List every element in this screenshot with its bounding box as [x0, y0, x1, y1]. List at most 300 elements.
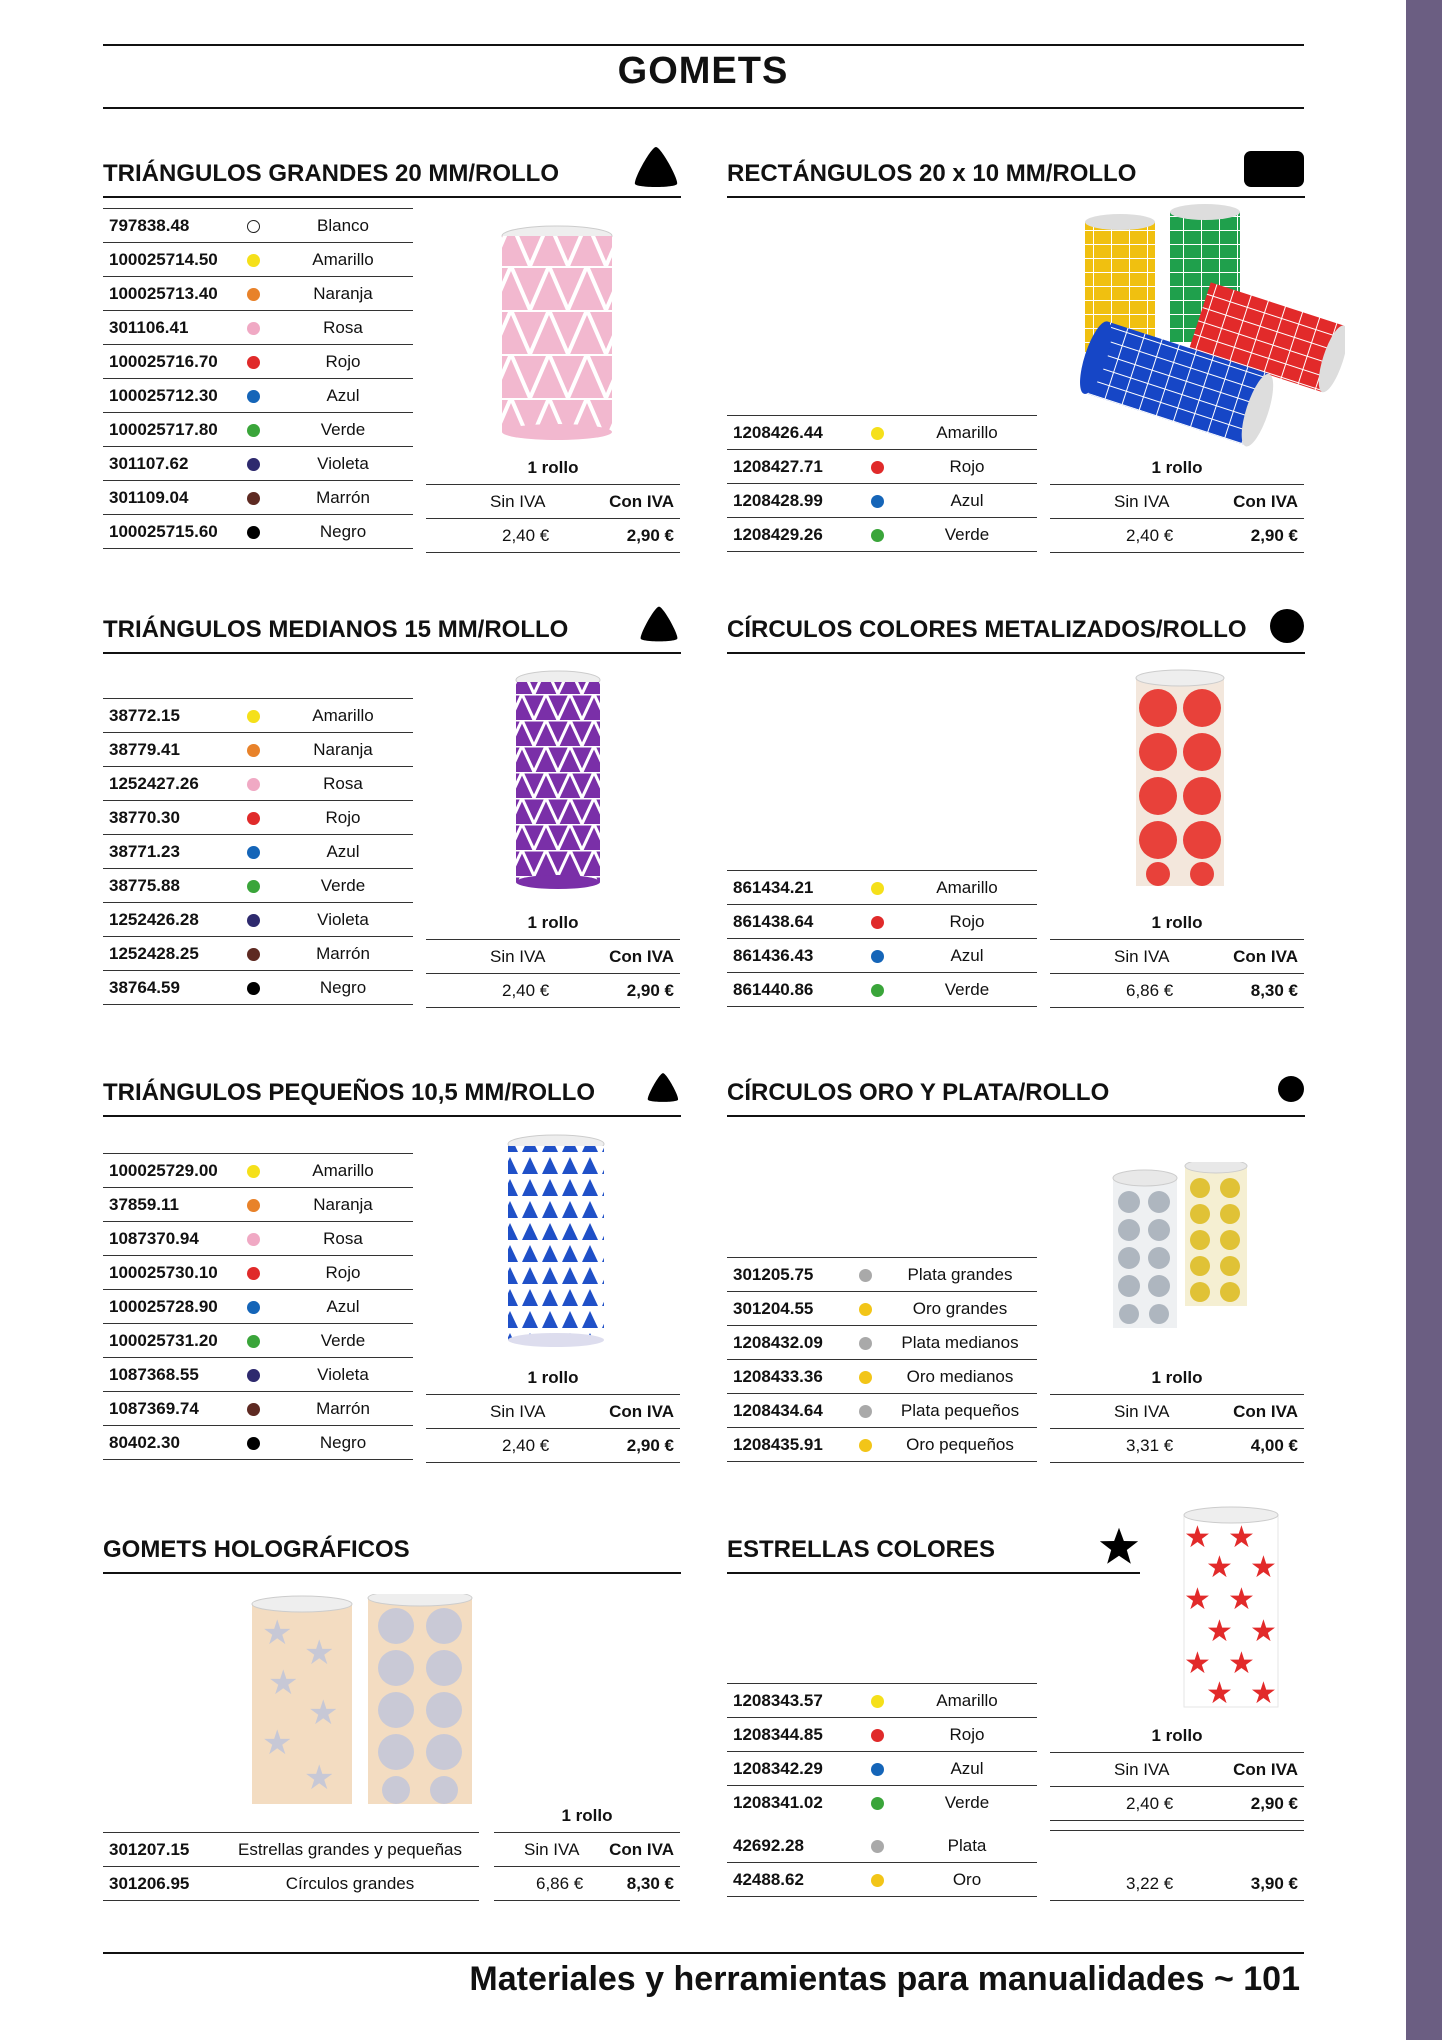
- product-code: 80402.30: [103, 1426, 233, 1460]
- price-sin-iva: 2,40 €: [502, 1436, 550, 1455]
- color-dot-icon: [247, 254, 260, 267]
- sin-iva-label: Sin IVA: [1114, 492, 1170, 511]
- color-swatch: [847, 1428, 883, 1462]
- color-swatch: [233, 1290, 273, 1324]
- color-dot-icon: [247, 1199, 260, 1212]
- table-row: [727, 973, 1037, 1007]
- color-swatch: [847, 1394, 883, 1428]
- color-swatch: [233, 481, 273, 515]
- title-rule: [103, 107, 1304, 109]
- color-name: Verde: [273, 413, 413, 447]
- product-code: 1208432.09: [727, 1326, 847, 1360]
- color-name: Verde: [273, 1324, 413, 1358]
- color-dot-icon: [247, 812, 260, 825]
- table-row: [727, 1863, 1037, 1897]
- table-row: [727, 1360, 1037, 1394]
- product-code: 301204.55: [727, 1292, 847, 1326]
- price-con-iva: 8,30 €: [1250, 981, 1298, 1000]
- price-block: [1050, 450, 1304, 554]
- color-name: Violeta: [273, 1358, 413, 1392]
- product-code: 1208426.44: [727, 416, 857, 450]
- table-row: [727, 905, 1037, 939]
- price-sin-iva: 2,40 €: [1126, 526, 1174, 545]
- table-row: [103, 1324, 413, 1358]
- product-table: [103, 1832, 479, 1901]
- circle-icon: [1277, 1075, 1305, 1103]
- product-code: 42488.62: [727, 1863, 857, 1897]
- section-title: TRIÁNGULOS PEQUEÑOS 10,5 MM/ROLLO: [103, 1079, 596, 1106]
- color-dot-icon: [247, 492, 260, 505]
- table-row: [103, 447, 413, 481]
- price-sin-iva: 2,40 €: [502, 526, 550, 545]
- color-dot-icon: [871, 950, 884, 963]
- color-swatch: [857, 518, 897, 552]
- unit-label: 1 rollo: [561, 1806, 613, 1825]
- price-con-iva: 4,00 €: [1250, 1436, 1298, 1455]
- table-row: [727, 1786, 1037, 1825]
- product-code: 100025713.40: [103, 277, 233, 311]
- color-dot-icon: [871, 1729, 884, 1742]
- color-swatch: [233, 1256, 273, 1290]
- sin-iva-label: Sin IVA: [1114, 1760, 1170, 1779]
- color-name: Rojo: [897, 1718, 1037, 1752]
- con-iva-label: Con IVA: [1233, 492, 1298, 511]
- product-code: 38770.30: [103, 801, 233, 835]
- color-name: Azul: [273, 1290, 413, 1324]
- section-header: [103, 1059, 681, 1117]
- top-rule: [103, 44, 1304, 46]
- product-code: 301206.95: [103, 1867, 221, 1901]
- product-code: 38775.88: [103, 869, 233, 903]
- svg-text:★: ★: [1184, 1582, 1211, 1617]
- price-block: [1050, 905, 1304, 1009]
- color-dot-icon: [247, 778, 260, 791]
- product-photo-violeta: [510, 668, 606, 898]
- color-name: Negro: [273, 971, 413, 1005]
- color-name: Azul: [273, 835, 413, 869]
- unit-label: 1 rollo: [1151, 458, 1203, 477]
- table-row: [103, 209, 413, 243]
- con-iva-label: Con IVA: [609, 492, 674, 511]
- footer-rule: [103, 1952, 1304, 1954]
- triangle-icon: [645, 1071, 681, 1104]
- color-dot-icon: [871, 529, 884, 542]
- product-code: 1208341.02: [727, 1786, 857, 1825]
- color-name: Azul: [897, 484, 1037, 518]
- con-iva-label: Con IVA: [1233, 947, 1298, 966]
- color-swatch: [233, 699, 273, 733]
- sin-iva-label: Sin IVA: [1114, 1402, 1170, 1421]
- color-swatch: [233, 243, 273, 277]
- product-code: 100025717.80: [103, 413, 233, 447]
- product-table: [727, 1257, 1037, 1462]
- table-row: [103, 767, 413, 801]
- color-name: Blanco: [273, 209, 413, 243]
- color-name: Rosa: [273, 311, 413, 345]
- product-code: 1208427.71: [727, 450, 857, 484]
- rectangle-icon: [1243, 150, 1305, 188]
- color-name: Negro: [273, 1426, 413, 1460]
- table-row: [727, 450, 1037, 484]
- table-row: [103, 481, 413, 515]
- table-row: [103, 1358, 413, 1392]
- color-swatch: [233, 937, 273, 971]
- color-swatch: [847, 1258, 883, 1292]
- color-swatch: [847, 1360, 883, 1394]
- color-swatch: [857, 1752, 897, 1786]
- color-dot-icon: [247, 220, 260, 233]
- svg-text:★: ★: [1184, 1646, 1211, 1681]
- color-name: Verde: [897, 518, 1037, 552]
- footer-title: Materiales y herramientas para manualidades ~ 101: [469, 1960, 1300, 1998]
- table-row: [727, 1752, 1037, 1786]
- product-code: 301205.75: [727, 1258, 847, 1292]
- color-dot-icon: [871, 1840, 884, 1853]
- table-row: [727, 484, 1037, 518]
- product-code: 100025730.10: [103, 1256, 233, 1290]
- color-name: Oro: [897, 1863, 1037, 1897]
- color-dot-icon: [871, 882, 884, 895]
- price-block: [426, 1360, 680, 1464]
- product-code: 1208435.91: [727, 1428, 847, 1462]
- color-dot-icon: [871, 427, 884, 440]
- color-swatch: [857, 1718, 897, 1752]
- color-swatch: [857, 871, 897, 905]
- color-swatch: [233, 209, 273, 243]
- price-sin-iva: 2,40 €: [502, 981, 550, 1000]
- color-dot-icon: [871, 916, 884, 929]
- color-name: Rojo: [273, 345, 413, 379]
- color-swatch: [857, 939, 897, 973]
- table-row: [727, 1824, 1037, 1863]
- color-name: Rojo: [897, 905, 1037, 939]
- product-photo-rectangulos: [1075, 202, 1345, 457]
- color-dot-icon: [871, 1874, 884, 1887]
- product-code: 861434.21: [727, 871, 857, 905]
- product-code: 1252428.25: [103, 937, 233, 971]
- color-dot-icon: [247, 322, 260, 335]
- color-swatch: [233, 801, 273, 835]
- circle-icon: [1269, 608, 1305, 644]
- color-swatch: [233, 1392, 273, 1426]
- product-code: 1208428.99: [727, 484, 857, 518]
- color-swatch: [233, 733, 273, 767]
- section-triangulos-grandes: [103, 140, 681, 200]
- section-triangulos-medianos: [103, 596, 681, 656]
- price-sin-iva: 6,86 €: [536, 1874, 584, 1893]
- color-name: Amarillo: [897, 871, 1037, 905]
- product-code: 861440.86: [727, 973, 857, 1007]
- con-iva-label: Con IVA: [1233, 1402, 1298, 1421]
- product-photo-holograficos: [248, 1594, 478, 1819]
- color-dot-icon: [871, 1763, 884, 1776]
- svg-text:★: ★: [1184, 1520, 1211, 1555]
- table-row: [103, 699, 413, 733]
- section-title: RECTÁNGULOS 20 x 10 MM/ROLLO: [727, 160, 1137, 187]
- svg-text:★: ★: [1206, 1550, 1233, 1585]
- product-photo-estrellas: [1178, 1505, 1284, 1720]
- color-name: Azul: [897, 1752, 1037, 1786]
- product-code: 797838.48: [103, 209, 233, 243]
- con-iva-label: Con IVA: [1233, 1760, 1298, 1779]
- product-code: 1208433.36: [727, 1360, 847, 1394]
- color-swatch: [857, 1863, 897, 1897]
- color-dot-icon: [247, 1369, 260, 1382]
- color-swatch: [233, 311, 273, 345]
- color-swatch: [233, 413, 273, 447]
- price-con-iva-metal: 3,90 €: [1250, 1874, 1298, 1893]
- price-con-iva: 8,30 €: [626, 1874, 674, 1893]
- svg-text:★: ★: [304, 1633, 335, 1673]
- product-code: 861436.43: [727, 939, 857, 973]
- price-sin-iva-metal: 3,22 €: [1126, 1874, 1174, 1893]
- product-code: 1087368.55: [103, 1358, 233, 1392]
- color-swatch: [233, 515, 273, 549]
- svg-text:★: ★: [1250, 1614, 1277, 1649]
- price-sin-iva: 2,40 €: [1126, 1794, 1174, 1813]
- product-code: 301109.04: [103, 481, 233, 515]
- section-rectangulos: [727, 140, 1305, 200]
- color-name: Azul: [273, 379, 413, 413]
- price-con-iva: 2,90 €: [626, 981, 674, 1000]
- table-row: [103, 515, 413, 549]
- svg-text:★: ★: [1206, 1676, 1233, 1711]
- table-row: [727, 1718, 1037, 1752]
- color-name: Marrón: [273, 481, 413, 515]
- table-row: [727, 1394, 1037, 1428]
- table-row: [727, 1684, 1037, 1718]
- table-row: [103, 345, 413, 379]
- color-dot-icon: [871, 1797, 884, 1810]
- svg-text:★: ★: [308, 1693, 339, 1733]
- table-row: [103, 835, 413, 869]
- section-holograficos: [103, 1516, 681, 1576]
- color-swatch: [857, 905, 897, 939]
- section-header: [727, 1059, 1305, 1117]
- section-title: TRIÁNGULOS MEDIANOS 15 MM/ROLLO: [103, 616, 569, 643]
- section-header: [103, 1516, 681, 1574]
- color-dot-icon: [247, 982, 260, 995]
- product-code: 100025729.00: [103, 1154, 233, 1188]
- product-code: 301107.62: [103, 447, 233, 481]
- con-iva-label: Con IVA: [609, 947, 674, 966]
- color-name: Círculos grandes: [221, 1867, 479, 1901]
- product-code: 1208429.26: [727, 518, 857, 552]
- price-sin-iva: 3,31 €: [1126, 1436, 1174, 1455]
- color-swatch: [233, 277, 273, 311]
- color-name: Azul: [897, 939, 1037, 973]
- product-code: 1252426.28: [103, 903, 233, 937]
- sin-iva-label: Sin IVA: [490, 947, 546, 966]
- color-name: Marrón: [273, 937, 413, 971]
- table-row: [103, 1256, 413, 1290]
- color-dot-icon: [871, 495, 884, 508]
- product-code: 301207.15: [103, 1833, 221, 1867]
- triangle-icon: [637, 604, 681, 644]
- color-name: Naranja: [273, 277, 413, 311]
- color-dot-icon: [247, 846, 260, 859]
- color-swatch: [233, 1358, 273, 1392]
- svg-text:★: ★: [268, 1663, 299, 1703]
- color-dot-icon: [247, 424, 260, 437]
- svg-text:★: ★: [1228, 1520, 1255, 1555]
- unit-label: 1 rollo: [527, 913, 579, 932]
- color-name: Amarillo: [897, 1684, 1037, 1718]
- color-name: Rojo: [273, 801, 413, 835]
- product-code: 42692.28: [727, 1824, 857, 1863]
- section-header: [103, 140, 681, 198]
- color-name: Oro medianos: [883, 1360, 1037, 1394]
- product-code: 861438.64: [727, 905, 857, 939]
- color-name: Verde: [273, 869, 413, 903]
- product-code: 301106.41: [103, 311, 233, 345]
- color-dot-icon: [859, 1337, 872, 1350]
- color-dot-icon: [859, 1371, 872, 1384]
- svg-text:★: ★: [1206, 1614, 1233, 1649]
- product-code: 1208342.29: [727, 1752, 857, 1786]
- section-circulos-oro-plata: [727, 1059, 1305, 1119]
- color-swatch: [233, 1222, 273, 1256]
- table-row: [727, 1428, 1037, 1462]
- table-row: [103, 937, 413, 971]
- product-table: [727, 870, 1037, 1007]
- product-code: 1087370.94: [103, 1222, 233, 1256]
- sin-iva-label: Sin IVA: [524, 1840, 580, 1859]
- color-name: Plata pequeños: [883, 1394, 1037, 1428]
- table-row: [727, 1292, 1037, 1326]
- page-title: GOMETS: [617, 50, 789, 92]
- color-name: Estrellas grandes y pequeñas: [221, 1833, 479, 1867]
- table-row: [103, 801, 413, 835]
- product-code: 1208344.85: [727, 1718, 857, 1752]
- color-swatch: [233, 1324, 273, 1358]
- color-name: Amarillo: [273, 699, 413, 733]
- color-name: Plata: [897, 1824, 1037, 1863]
- section-header: [727, 1516, 1140, 1574]
- svg-text:★: ★: [304, 1758, 335, 1798]
- color-dot-icon: [247, 1233, 260, 1246]
- product-code: 1252427.26: [103, 767, 233, 801]
- price-block: [1050, 1360, 1304, 1464]
- color-name: Marrón: [273, 1392, 413, 1426]
- table-row: [103, 1426, 413, 1460]
- color-name: Rosa: [273, 1222, 413, 1256]
- color-swatch: [857, 1786, 897, 1825]
- color-name: Amarillo: [897, 416, 1037, 450]
- product-code: 100025731.20: [103, 1324, 233, 1358]
- color-swatch: [233, 345, 273, 379]
- svg-text:★: ★: [1250, 1550, 1277, 1585]
- star-icon: [1098, 1526, 1140, 1566]
- color-name: Naranja: [273, 733, 413, 767]
- color-dot-icon: [247, 744, 260, 757]
- color-dot-icon: [247, 390, 260, 403]
- color-swatch: [857, 973, 897, 1007]
- color-name: Verde: [897, 1786, 1037, 1825]
- table-row: [103, 1290, 413, 1324]
- section-header: [727, 596, 1305, 654]
- color-swatch: [857, 1684, 897, 1718]
- color-swatch: [847, 1326, 883, 1360]
- unit-label: 1 rollo: [1151, 1726, 1203, 1745]
- section-title: GOMETS HOLOGRÁFICOS: [103, 1536, 410, 1563]
- color-dot-icon: [859, 1439, 872, 1452]
- table-row: [103, 413, 413, 447]
- color-swatch: [233, 869, 273, 903]
- svg-text:★: ★: [262, 1613, 293, 1653]
- table-row: [103, 1833, 479, 1867]
- con-iva-label: Con IVA: [609, 1840, 674, 1859]
- color-dot-icon: [247, 948, 260, 961]
- color-swatch: [857, 1824, 897, 1863]
- color-name: Negro: [273, 515, 413, 549]
- product-code: 38764.59: [103, 971, 233, 1005]
- unit-label: 1 rollo: [527, 1368, 579, 1387]
- color-dot-icon: [247, 356, 260, 369]
- color-dot-icon: [871, 984, 884, 997]
- triangle-icon: [631, 144, 681, 190]
- unit-label: 1 rollo: [527, 458, 579, 477]
- table-row: [727, 518, 1037, 552]
- table-row: [103, 1154, 413, 1188]
- color-dot-icon: [247, 1301, 260, 1314]
- color-swatch: [233, 379, 273, 413]
- product-code: 100025716.70: [103, 345, 233, 379]
- color-swatch: [233, 903, 273, 937]
- product-photo-rosa: [492, 222, 622, 447]
- svg-text:★: ★: [1228, 1646, 1255, 1681]
- product-code: 1087369.74: [103, 1392, 233, 1426]
- price-block: [426, 450, 680, 554]
- product-table: [727, 1683, 1037, 1897]
- con-iva-label: Con IVA: [609, 1402, 674, 1421]
- color-dot-icon: [247, 1267, 260, 1280]
- color-name: Rojo: [897, 450, 1037, 484]
- product-photo-circulos-metalizados: [1128, 668, 1232, 903]
- color-dot-icon: [859, 1303, 872, 1316]
- section-title: TRIÁNGULOS GRANDES 20 MM/ROLLO: [103, 160, 560, 187]
- price-con-iva: 2,90 €: [1250, 526, 1298, 545]
- table-row: [103, 971, 413, 1005]
- table-row: [727, 1258, 1037, 1292]
- color-swatch: [233, 971, 273, 1005]
- price-con-iva: 2,90 €: [626, 1436, 674, 1455]
- table-row: [103, 243, 413, 277]
- sin-iva-label: Sin IVA: [490, 492, 546, 511]
- product-table: [103, 1153, 413, 1460]
- table-row: [103, 277, 413, 311]
- color-dot-icon: [859, 1269, 872, 1282]
- table-row: [103, 379, 413, 413]
- color-dot-icon: [247, 1437, 260, 1450]
- price-sin-iva: 6,86 €: [1126, 981, 1174, 1000]
- color-swatch: [847, 1292, 883, 1326]
- product-code: 100025714.50: [103, 243, 233, 277]
- product-code: 38772.15: [103, 699, 233, 733]
- price-con-iva: 2,90 €: [1250, 1794, 1298, 1813]
- color-dot-icon: [871, 461, 884, 474]
- price-block: [1050, 1718, 1304, 1902]
- color-dot-icon: [247, 526, 260, 539]
- unit-label: 1 rollo: [1151, 1368, 1203, 1387]
- section-circulos-metalizados: [727, 596, 1305, 656]
- product-photo-oro-plata: [1105, 1162, 1255, 1337]
- color-dot-icon: [247, 1403, 260, 1416]
- product-code: 100025715.60: [103, 515, 233, 549]
- product-code: 38771.23: [103, 835, 233, 869]
- table-row: [727, 1326, 1037, 1360]
- color-dot-icon: [859, 1405, 872, 1418]
